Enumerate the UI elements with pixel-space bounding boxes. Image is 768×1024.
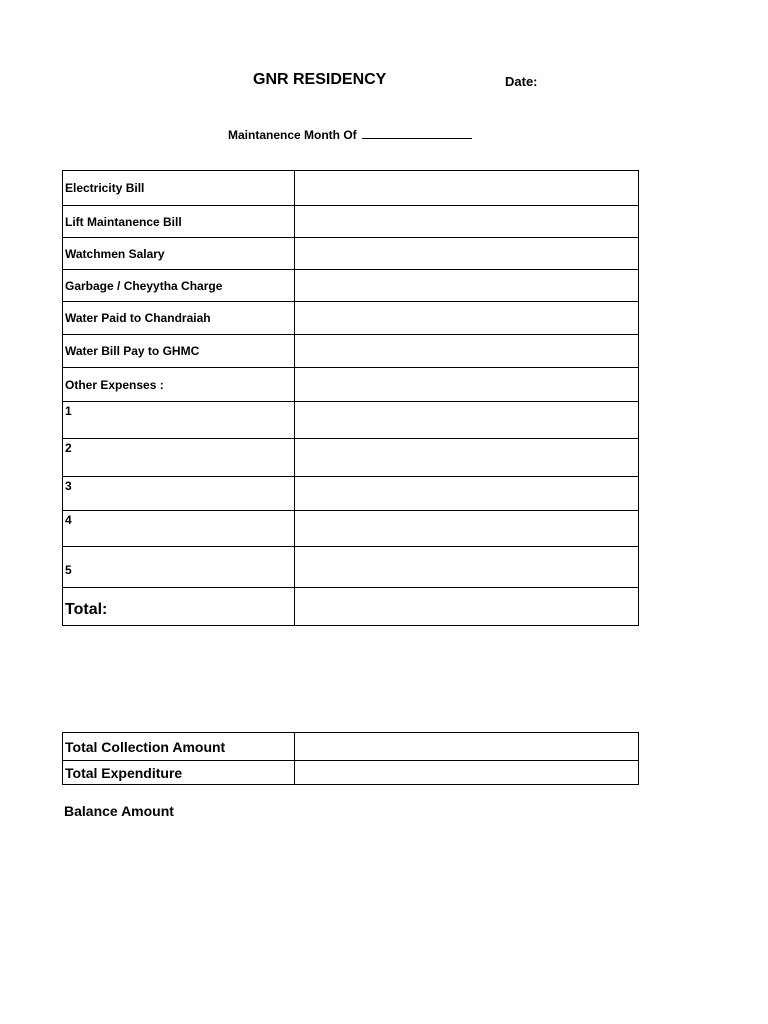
table-row <box>63 511 639 547</box>
expense-value-electricity <box>295 171 639 206</box>
expense-label-watchmen: Watchmen Salary <box>63 238 295 270</box>
table-row <box>63 547 639 588</box>
other-item-value-5 <box>295 547 639 588</box>
expense-label-garbage: Garbage / Cheyytha Charge <box>63 270 295 302</box>
table-row <box>63 733 639 761</box>
total-collection-value <box>295 733 639 761</box>
other-item-label-1: 1 <box>63 402 295 439</box>
summary-table <box>62 732 639 785</box>
expense-value-lift <box>295 206 639 238</box>
maintenance-month-label: Maintanence Month Of <box>228 128 357 142</box>
expense-label-lift: Lift Maintanence Bill <box>63 206 295 238</box>
expense-value-water-ghmc <box>295 335 639 368</box>
other-item-value-1 <box>295 402 639 439</box>
other-item-label-4: 4 <box>63 511 295 547</box>
expense-value-garbage <box>295 270 639 302</box>
table-row <box>63 439 639 477</box>
expense-label-other: Other Expenses : <box>63 368 295 402</box>
table-row <box>63 761 639 785</box>
table-row <box>63 402 639 439</box>
expense-value-watchmen <box>295 238 639 270</box>
table-row <box>63 171 639 206</box>
other-item-label-2: 2 <box>63 439 295 477</box>
table-row <box>63 302 639 335</box>
page-title: GNR RESIDENCY <box>253 71 387 88</box>
table-row <box>63 270 639 302</box>
total-value <box>295 588 639 626</box>
table-row <box>63 238 639 270</box>
expense-label-water-ghmc: Water Bill Pay to GHMC <box>63 335 295 368</box>
table-row <box>63 477 639 511</box>
expense-value-water-chandraiah <box>295 302 639 335</box>
total-expenditure-label: Total Expenditure <box>63 761 295 785</box>
total-collection-label: Total Collection Amount <box>63 733 295 761</box>
table-row <box>63 588 639 626</box>
other-item-label-3: 3 <box>63 477 295 511</box>
date-label: Date: <box>505 74 538 89</box>
total-label: Total: <box>63 588 295 626</box>
other-item-value-3 <box>295 477 639 511</box>
table-row <box>63 368 639 402</box>
table-row <box>63 335 639 368</box>
maintenance-month-blank <box>362 128 472 139</box>
expenses-table <box>62 170 639 626</box>
other-item-label-5: 5 <box>63 547 295 588</box>
expense-value-other <box>295 368 639 402</box>
other-item-value-4 <box>295 511 639 547</box>
total-expenditure-value <box>295 761 639 785</box>
other-item-value-2 <box>295 439 639 477</box>
expense-label-electricity: Electricity Bill <box>63 171 295 206</box>
balance-amount-label: Balance Amount <box>64 803 174 819</box>
expense-label-water-chandraiah: Water Paid to Chandraiah <box>63 302 295 335</box>
maintenance-month-line <box>228 128 472 142</box>
table-row <box>63 206 639 238</box>
